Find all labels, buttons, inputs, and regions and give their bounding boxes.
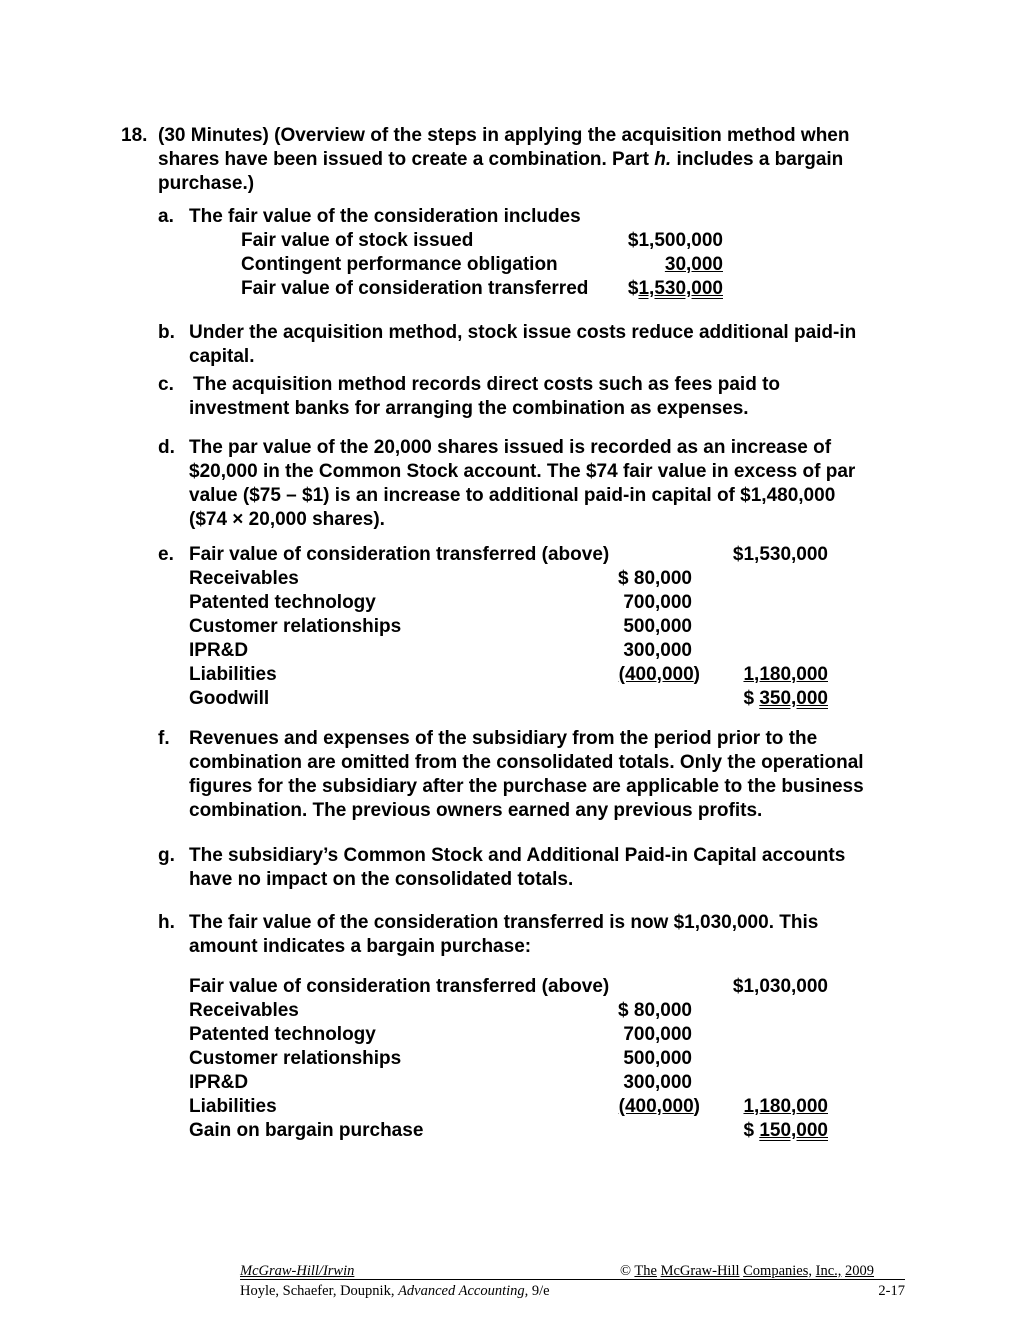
part-h-liab-amount: [580, 1095, 700, 1119]
part-h-header-label: Fair value of consideration transferred (above): [189, 976, 610, 997]
amount-value: (400,000: [618, 1096, 694, 1117]
part-d-line4: ($74 × 20,000 shares).: [189, 509, 385, 530]
part-e-result-label: Goodwill: [189, 688, 270, 709]
part-h-item-label: Patented technology: [189, 1024, 376, 1045]
part-a-row-label: Contingent performance obligation: [241, 254, 558, 275]
authors: Hoyle, Schaefer, Doupnik,: [240, 1283, 399, 1299]
problem-intro-line1: (30 Minutes) (Overview of the steps in applying the acquisition method when: [158, 125, 850, 146]
part-e-item-label: Patented technology: [189, 592, 376, 613]
part-h-item-amount: 300,000: [623, 1072, 692, 1093]
copyright-word: McGraw-Hill: [660, 1263, 740, 1279]
part-a-row-amount: $1,500,000: [627, 230, 723, 251]
copyright-year: 2009: [845, 1263, 875, 1279]
part-c-line2: investment banks for arranging the combination as expenses.: [189, 398, 749, 419]
part-e-item-label: Receivables: [189, 568, 299, 589]
copyright-word: Inc.,: [815, 1263, 842, 1279]
part-b-line2: capital.: [189, 346, 255, 367]
part-c-letter: c.: [158, 374, 174, 395]
part-h-result-amount: [700, 1119, 828, 1143]
part-h-header-total: $1,030,000: [732, 976, 828, 997]
part-g-line2: have no impact on the consolidated totals.: [189, 869, 574, 890]
problem-number: 18.: [121, 125, 148, 146]
part-e-item-label: Customer relationships: [189, 616, 402, 637]
part-f-line4: combination. The previous owners earned any previous profits.: [189, 800, 763, 821]
part-e-liab-total: 1,180,000: [743, 664, 828, 685]
part-e-header-label: Fair value of consideration transferred (above): [189, 544, 610, 565]
part-h-line2: amount indicates a bargain purchase:: [189, 936, 532, 957]
part-d-letter: d.: [158, 437, 175, 458]
part-d-line2: $20,000 in the Common Stock account. The $74 fair value in excess of par: [189, 461, 856, 482]
part-f-letter: f.: [158, 728, 170, 749]
part-d-line1: The par value of the 20,000 shares issued is recorded as an increase of: [189, 437, 832, 458]
footer-citation: [240, 1283, 550, 1300]
part-a-row-amount: [600, 277, 723, 301]
part-e-result-amount: [700, 687, 828, 711]
part-c-line1: The acquisition method records direct costs such as fees paid to: [193, 374, 781, 395]
part-h-line1: The fair value of the consideration transferred is now $1,030,000. This: [189, 912, 819, 933]
part-e-header-total: $1,530,000: [732, 544, 828, 565]
part-h-result-label: Gain on bargain purchase: [189, 1120, 424, 1141]
amount-value: 30,000: [664, 254, 723, 275]
amount-value: 1,530,000: [638, 278, 723, 299]
part-b-letter: b.: [158, 322, 175, 343]
part-h-liab-total: 1,180,000: [743, 1096, 828, 1117]
part-g-line1: The subsidiary’s Common Stock and Additional Paid-in Capital accounts: [189, 845, 846, 866]
problem-intro-line3: purchase.): [158, 173, 255, 194]
copyright-symbol: ©: [620, 1263, 632, 1279]
footer-publisher: [240, 1263, 354, 1280]
amount-prefix: $: [743, 1120, 760, 1141]
book-title: Advanced Accounting,: [398, 1283, 529, 1299]
part-f-line2: combination are omitted from the consolidated totals. Only the operational: [189, 752, 864, 773]
amount-paren: ): [693, 1096, 700, 1117]
part-d-line3: value ($75 – $1) is an increase to additional paid-in capital of $1,480,000: [189, 485, 836, 506]
part-e-item-amount: 500,000: [623, 616, 692, 637]
part-e-item-amount: $ 80,000: [618, 568, 692, 589]
part-h-item-label: IPR&D: [189, 1072, 249, 1093]
amount-value: 150,000: [759, 1120, 828, 1141]
part-h-letter: h.: [158, 912, 175, 933]
part-h-liab-label: Liabilities: [189, 1096, 277, 1117]
part-h-item-amount: $ 80,000: [618, 1000, 692, 1021]
part-e-item-label: IPR&D: [189, 640, 249, 661]
amount-paren: ): [693, 664, 700, 685]
problem-intro-line2: [158, 148, 843, 172]
part-e-item-amount: 700,000: [623, 592, 692, 613]
publisher-name: McGraw-Hill/Irwin: [240, 1263, 355, 1279]
part-a-row-label: Fair value of consideration transferred: [241, 278, 589, 299]
intro-text: shares have been issued to create a combination. Part: [158, 149, 655, 170]
part-e-letter: e.: [158, 544, 174, 565]
amount-value: 350,000: [759, 688, 828, 709]
part-b-line1: Under the acquisition method, stock issue costs reduce additional paid-in: [189, 322, 857, 343]
intro-part-ref: h.: [654, 149, 672, 170]
copyright-word: The: [634, 1263, 657, 1279]
copyright-word: Companies,: [743, 1263, 812, 1279]
footer-copyright: [620, 1263, 874, 1280]
part-h-item-amount: 700,000: [623, 1024, 692, 1045]
part-a-text: The fair value of the consideration includes: [189, 206, 581, 227]
part-h-item-label: Receivables: [189, 1000, 299, 1021]
part-a-letter: a.: [158, 206, 174, 227]
part-e-liab-amount: [580, 663, 700, 687]
part-f-line1: Revenues and expenses of the subsidiary from the period prior to the: [189, 728, 818, 749]
footer-page-number: 2-17: [878, 1283, 905, 1299]
amount-prefix: $: [743, 688, 760, 709]
part-f-line3: figures for the subsidiary after the purchase are applicable to the business: [189, 776, 864, 797]
part-e-item-amount: 300,000: [623, 640, 692, 661]
part-e-liab-label: Liabilities: [189, 664, 277, 685]
part-a-row-label: Fair value of stock issued: [241, 230, 474, 251]
amount-value: (400,000: [618, 664, 694, 685]
part-g-letter: g.: [158, 845, 175, 866]
part-h-item-amount: 500,000: [623, 1048, 692, 1069]
part-a-row-amount: [632, 253, 723, 277]
edition: 9/e: [528, 1283, 550, 1299]
amount-prefix: $: [627, 278, 639, 299]
intro-text: includes a bargain: [671, 149, 844, 170]
part-h-item-label: Customer relationships: [189, 1048, 402, 1069]
